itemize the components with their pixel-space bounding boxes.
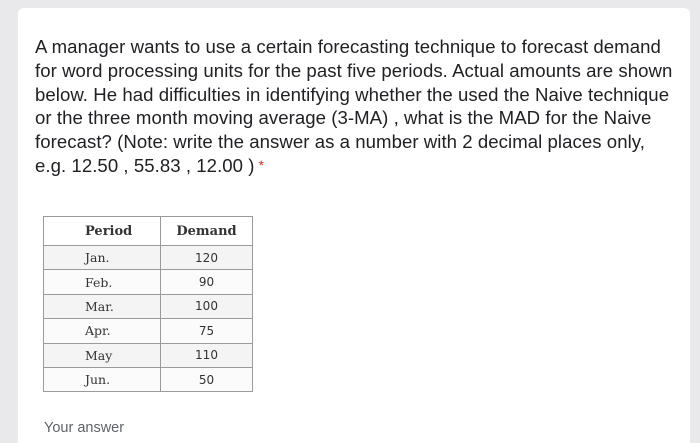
demand-cell: 90	[161, 270, 253, 294]
answer-input[interactable]: Your answer	[44, 420, 125, 436]
demand-cell: 50	[161, 367, 253, 391]
period-cell: Feb.	[44, 270, 161, 294]
demand-cell: 100	[161, 294, 253, 318]
question-body: A manager wants to use a certain forecasting technique to forecast demand for word processing units for the past five periods. Actual amounts are shown below. He had difficulties in identifying whether the used the Naive technique or the three month moving average (3-MA) , what is the MAD for the Naive forecast? (Note: write the answer as a number with 2 decimal places only, e.g. 12.50 , 55.83 , 12.00 )	[35, 36, 673, 176]
table-row	[44, 270, 253, 294]
period-cell: Apr.	[44, 319, 161, 343]
demand-cell: 120	[161, 246, 253, 270]
demand-table	[43, 216, 253, 392]
required-asterisk: *	[258, 156, 265, 173]
demand-cell: 110	[161, 343, 253, 367]
table-row	[44, 246, 253, 270]
period-cell: Jan.	[44, 246, 161, 270]
table-row	[44, 367, 253, 391]
period-cell: Mar.	[44, 294, 161, 318]
table-row	[44, 294, 253, 318]
period-cell: Jun.	[44, 367, 161, 391]
demand-cell: 75	[161, 319, 253, 343]
period-cell: May	[44, 343, 161, 367]
table-row	[44, 343, 253, 367]
table-row	[44, 319, 253, 343]
demand-header: Demand	[161, 217, 253, 246]
table-header-row	[44, 217, 253, 246]
question-text	[35, 35, 675, 178]
period-header: Period	[44, 217, 161, 246]
demand-table-image	[43, 216, 253, 392]
